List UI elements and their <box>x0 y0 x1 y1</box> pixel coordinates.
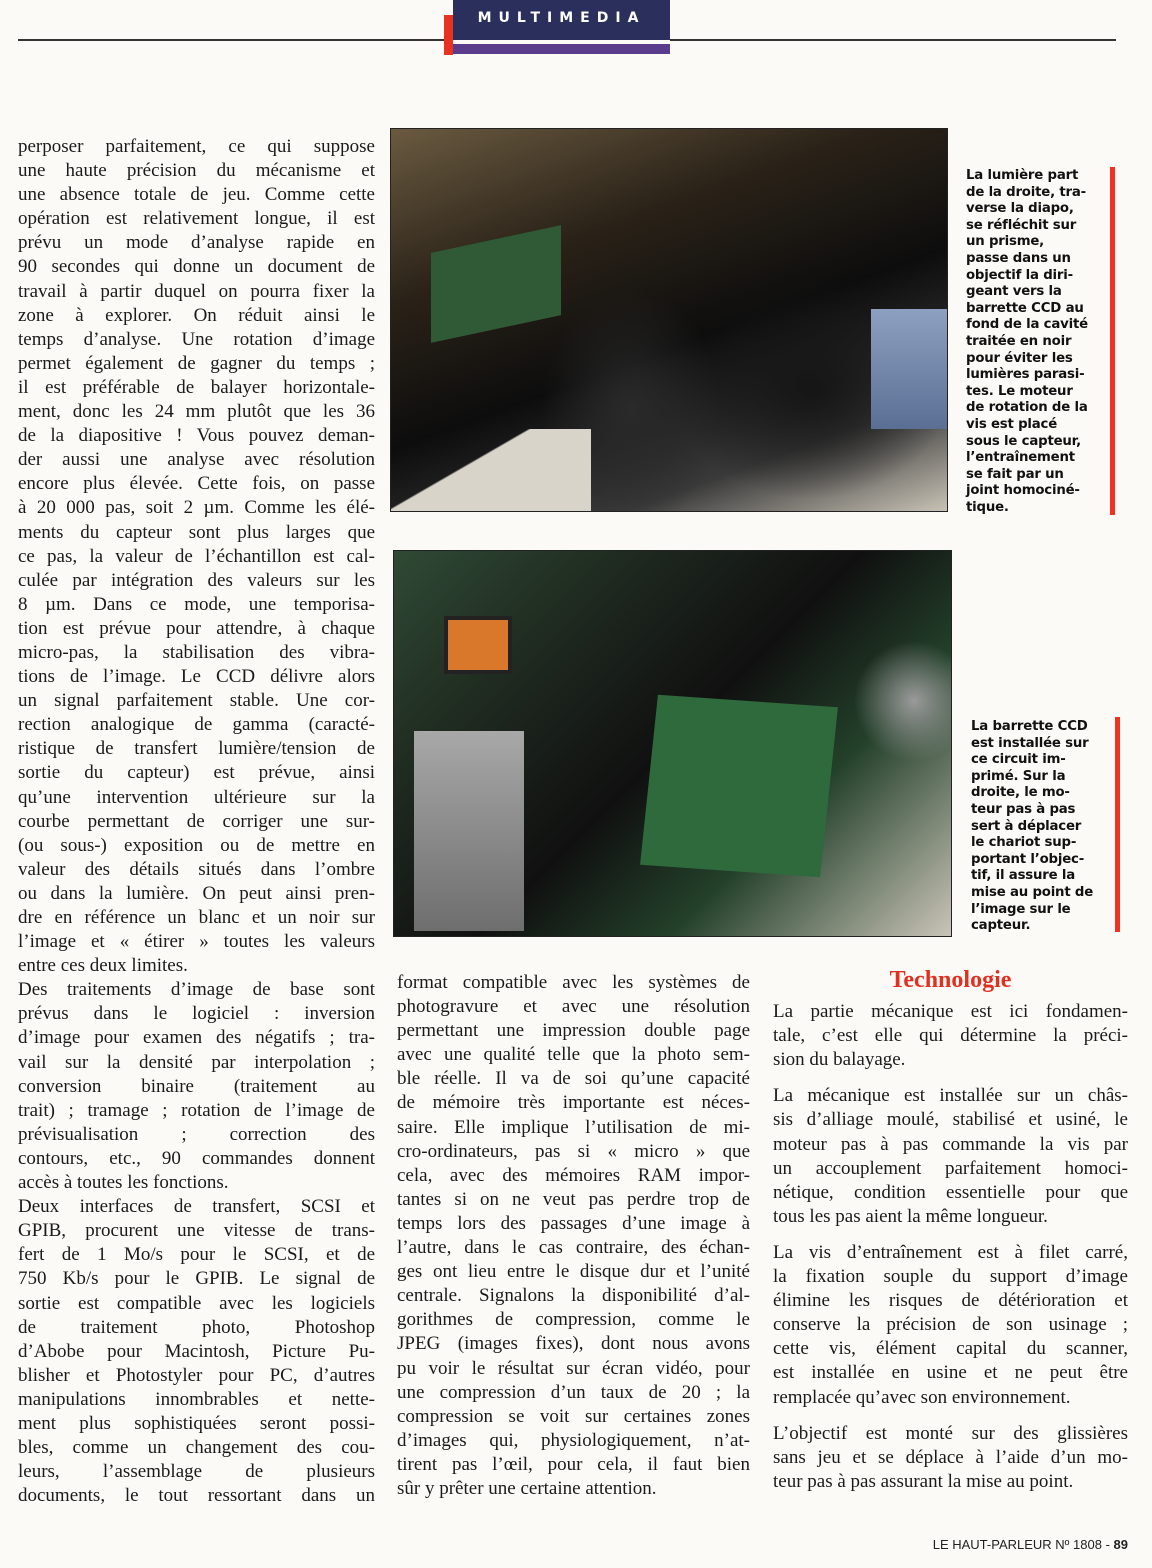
text-line: permet également de gagner du temps ; <box>18 352 375 374</box>
text-line: de mémoire très importante est néces- <box>397 1092 750 1114</box>
text-line: fert de 1 Mo/s pour le SCSI, et de <box>18 1244 375 1266</box>
caption-line: sous le capteur, <box>966 433 1081 449</box>
caption-line: se réfléchit sur <box>966 217 1077 233</box>
text-line: blisher et Photostyler pour PC, d’autres <box>18 1364 375 1386</box>
text-line: est installée en usine et ne peut être <box>773 1362 1128 1384</box>
caption-line: passe dans un <box>966 250 1071 266</box>
text-line: qu’une intervention ultérieure sur la <box>18 786 375 808</box>
caption-line: mise au point de <box>971 884 1094 900</box>
text-line: de la diapositive ! Vous pouvez deman- <box>18 425 375 447</box>
text-line: sion du balayage. <box>773 1049 906 1071</box>
text-line: l’image et « étirer » toutes les valeurs <box>18 931 375 953</box>
paragraph <box>773 1241 1128 1410</box>
paragraph <box>397 971 750 1501</box>
text-line: documents, le tout ressortant dans un <box>18 1485 375 1507</box>
text-line: manipulations innombrables et nette- <box>18 1388 375 1410</box>
text-line: Des traitements d’image de base sont <box>18 979 375 1001</box>
text-line: sis d’alliage moulé, stabilisé et usiné, le <box>773 1109 1128 1131</box>
caption-line: objectif la diri- <box>966 267 1073 283</box>
text-line: der aussi une analyse avec résolution <box>18 449 375 471</box>
ccd-board <box>640 695 838 878</box>
caption-line: l’image sur le <box>971 901 1071 917</box>
text-line: centrale. Signalons la disponibilité d’al- <box>397 1285 750 1307</box>
text-line: d’image pour examen des négatifs ; tra- <box>18 1027 375 1049</box>
caption-line: un prisme, <box>966 234 1045 250</box>
text-line: courbe permettant de corriger une sur- <box>18 810 375 832</box>
caption-line: teur pas à pas <box>971 801 1076 817</box>
photo-caption <box>966 168 1106 516</box>
caption-line: capteur. <box>971 918 1031 934</box>
paragraph <box>18 135 375 978</box>
caption-line: tes. Le moteur <box>966 383 1073 399</box>
caption-line: ce circuit im- <box>971 752 1066 768</box>
caption-line: barrette CCD au <box>966 300 1084 316</box>
text-line: ment, donc les 24 mm plutôt que les 36 <box>18 401 375 423</box>
text-line: sans jeu et se déplace à l’aide d’un mo- <box>773 1446 1128 1468</box>
text-line: La partie mécanique est ici fondamen- <box>773 1001 1128 1023</box>
text-line: (ou sous-) exposition ou de mettre en <box>18 834 375 856</box>
caption-line: joint homociné- <box>966 483 1080 499</box>
light-box <box>871 309 947 429</box>
caption-rule <box>1110 167 1115 515</box>
text-line: sortie est compatible avec les logiciels <box>18 1292 375 1314</box>
text-line: opération est relativement longue, il est <box>18 208 375 230</box>
text-line: contours, etc., 90 commandes donnent <box>18 1147 375 1169</box>
text-line: encore plus élevée. Cette fois, on passe <box>18 473 375 495</box>
text-line: ristique de transfert lumière/tension de <box>18 738 375 760</box>
header-rule-left <box>18 39 445 41</box>
text-line: cela, avec des mémoires RAM impor- <box>397 1164 750 1186</box>
caption-line: pour éviter les <box>966 350 1073 366</box>
text-line: travail à partir duquel on pourra fixer la <box>18 280 375 302</box>
text-line: une compression d’un taux de 20 ; la <box>397 1381 750 1403</box>
text-line: 90 secondes qui donne un document de <box>18 256 375 278</box>
paragraph <box>773 1422 1128 1494</box>
caption-line: de rotation de la <box>966 400 1088 416</box>
text-line: cette vis, élément capital du scanner, <box>773 1338 1128 1360</box>
text-line: tion est prévue pour attendre, à chaque <box>18 617 375 639</box>
caption-line: traitée en noir <box>966 333 1072 349</box>
caption-line: La lumière part <box>966 168 1079 183</box>
text-line: format compatible avec les systèmes de <box>397 972 750 993</box>
caption-line: tique. <box>966 499 1009 515</box>
text-line: ou dans la lumière. On peut ainsi pren- <box>18 882 375 904</box>
text-line: remplacée qu’avec son environnement. <box>773 1386 1071 1408</box>
text-line: saire. Elle implique l’utilisation de mi- <box>397 1116 750 1138</box>
text-line: temps lors des passages d’une image à <box>397 1212 750 1234</box>
text-line: Deux interfaces de transfert, SCSI et <box>18 1196 375 1218</box>
text-line: d’images qui, physiologiquement, n’at- <box>397 1429 750 1451</box>
text-line: nétique, condition essentielle pour que <box>773 1181 1128 1203</box>
text-line: conserve la précision de son usinage ; <box>773 1314 1128 1336</box>
text-line: tantes si on ne veut pas perdre trop de <box>397 1188 750 1210</box>
text-line: ments du capteur sont plus larges que <box>18 521 375 543</box>
text-line: valeur des détails situés dans l’ombre <box>18 858 375 880</box>
text-line: photogravure et avec une résolution <box>397 996 750 1018</box>
text-line: 750 Kb/s pour le GPIB. Le signal de <box>18 1268 375 1290</box>
text-line: 8 µm. Dans ce mode, une temporisa- <box>18 593 375 615</box>
caption-line: portant l’objec- <box>971 851 1085 867</box>
text-line: avec une qualité telle que la photo sem- <box>397 1044 750 1066</box>
text-line: conversion binaire (traitement au <box>18 1075 375 1097</box>
text-line: une haute précision du mécanisme et <box>18 160 375 182</box>
text-line: La mécanique est installée sur un châs- <box>773 1085 1128 1107</box>
header-rule-right <box>670 39 1116 41</box>
text-line: perposer parfaitement, ce qui suppose <box>18 136 375 157</box>
caption-line: vis est placé <box>966 416 1058 432</box>
text-line: un signal parfaitement stable. Une cor- <box>18 690 375 712</box>
caption-line: l’entraînement <box>966 450 1075 466</box>
text-line: moteur pas à pas commande la vis par <box>773 1133 1128 1155</box>
metal-chassis <box>414 731 524 931</box>
magazine-issue: LE HAUT-PARLEUR Nº 1808 - <box>932 1537 1110 1552</box>
section-banner-strip <box>453 44 670 54</box>
paragraph <box>773 1000 1128 1072</box>
text-line: cro-ordinateurs, pas si « micro » que <box>397 1140 750 1162</box>
paragraph <box>773 1084 1128 1229</box>
caption-line: lumières parasi- <box>966 367 1085 383</box>
caption-line: de la droite, tra- <box>966 184 1086 200</box>
photo-ccd-circuit <box>393 550 952 937</box>
caption-line: tif, il assure la <box>971 868 1076 884</box>
text-line: gorithmes de compression, comme le <box>397 1309 750 1331</box>
section-heading-technologie: Technologie <box>889 967 1012 993</box>
left-column <box>18 135 375 1508</box>
photo-caption <box>971 719 1111 935</box>
text-line: ble réelle. Il va de soi qu’une capacité <box>397 1068 750 1090</box>
photo-scanner-optics <box>390 128 948 512</box>
base-plate <box>391 429 591 511</box>
transformer <box>444 616 512 674</box>
text-line: l’autre, dans le cas contraire, des échan- <box>397 1237 750 1259</box>
text-line: rection analogique de gamma (caracté- <box>18 714 375 736</box>
text-line: accès à toutes les fonctions. <box>18 1172 229 1194</box>
text-line: il est préférable de balayer horizontale- <box>18 376 375 398</box>
caption-line: le chariot sup- <box>971 835 1077 851</box>
text-line: tirent pas l’œil, pour cela, il faut bien <box>397 1453 750 1475</box>
caption-line: se fait par un <box>966 466 1064 482</box>
right-column <box>773 968 1128 1506</box>
caption-rule <box>1115 717 1120 932</box>
text-line: trait) ; tramage ; rotation de l’image de <box>18 1099 375 1121</box>
text-line: une absence totale de jeu. Comme cette <box>18 184 375 206</box>
text-line: prévus dans le logiciel : inversion <box>18 1003 375 1025</box>
text-line: élimine les risques de détérioration et <box>773 1290 1128 1312</box>
text-line: sûr y prêter une certaine attention. <box>397 1477 657 1499</box>
paragraph <box>18 1195 375 1508</box>
text-line: prévisualisation ; correction des <box>18 1123 375 1145</box>
circuit-board <box>431 225 561 343</box>
text-line: L’objectif est monté sur des glissières <box>773 1422 1128 1444</box>
section-banner-accent <box>444 15 453 55</box>
text-line: leurs, l’assemblage de plusieurs <box>18 1461 375 1483</box>
middle-column <box>397 971 750 1501</box>
caption-line: fond de la cavité <box>966 317 1088 333</box>
caption-line: geant vers la <box>966 284 1062 300</box>
text-line: temps d’analyse. Une rotation d’image <box>18 328 375 350</box>
text-line: la fixation souple du support d’image <box>773 1266 1128 1288</box>
caption-line: verse la diapo, <box>966 201 1074 217</box>
text-line: à 20 000 pas, soit 2 µm. Comme les élé- <box>18 497 375 519</box>
text-line: JPEG (images fixes), dont nous avons <box>397 1333 750 1355</box>
text-line: tale, c’est elle qui détermine la préci- <box>773 1025 1128 1047</box>
text-line: prévu un mode d’analyse rapide en <box>18 232 375 254</box>
section-title: MULTIMEDIA <box>477 10 646 26</box>
text-line: ment plus sophistiquées seront possi- <box>18 1412 375 1434</box>
text-line: teur pas à pas assurant la mise au point. <box>773 1470 1074 1492</box>
text-line: entre ces deux limites. <box>18 955 188 977</box>
text-line: de traitement photo, Photoshop <box>18 1316 375 1338</box>
text-line: zone à explorer. On réduit ainsi le <box>18 304 375 326</box>
text-line: dre en référence un blanc et un noir sur <box>18 907 375 928</box>
page-footer <box>933 1537 1128 1552</box>
text-line: ce pas, la valeur de l’échantillon est cal- <box>18 545 375 567</box>
caption-line: La barrette CCD <box>971 719 1088 734</box>
page-number: 89 <box>1113 1537 1128 1552</box>
text-line: sortie du capteur) est prévue, ainsi <box>18 762 375 784</box>
text-line: culée par intégration des valeurs sur les <box>18 569 375 591</box>
text-line: pu voir le résultat sur écran vidéo, pour <box>397 1357 750 1379</box>
text-line: d’Abobe pour Macintosh, Picture Pu- <box>18 1340 375 1362</box>
text-line: tous les pas aient la même longueur. <box>773 1205 1048 1227</box>
text-line: tions de l’image. Le CCD délivre alors <box>18 666 375 688</box>
text-line: compression se voit sur certaines zones <box>397 1405 750 1427</box>
text-line: micro-pas, la stabilisation des vibra- <box>18 641 375 663</box>
caption-line: primé. Sur la <box>971 768 1066 784</box>
text-line: vail sur la densité par interpolation ; <box>18 1051 375 1073</box>
text-line: bles, comme un changement des cou- <box>18 1437 375 1459</box>
text-line: permettant une impression double page <box>397 1020 750 1042</box>
text-line: GPIB, procurent une vitesse de trans- <box>18 1220 375 1242</box>
caption-line: sert à déplacer <box>971 818 1082 834</box>
text-line: La vis d’entraînement est à filet carré, <box>773 1241 1128 1263</box>
text-line: ges ont lieu entre le disque dur et l’unité <box>397 1261 750 1283</box>
caption-line: est installée sur <box>971 735 1089 751</box>
paragraph <box>18 978 375 1195</box>
text-line: un accouplement parfaitement homoci- <box>773 1157 1128 1179</box>
caption-line: droite, le mo- <box>971 785 1070 801</box>
